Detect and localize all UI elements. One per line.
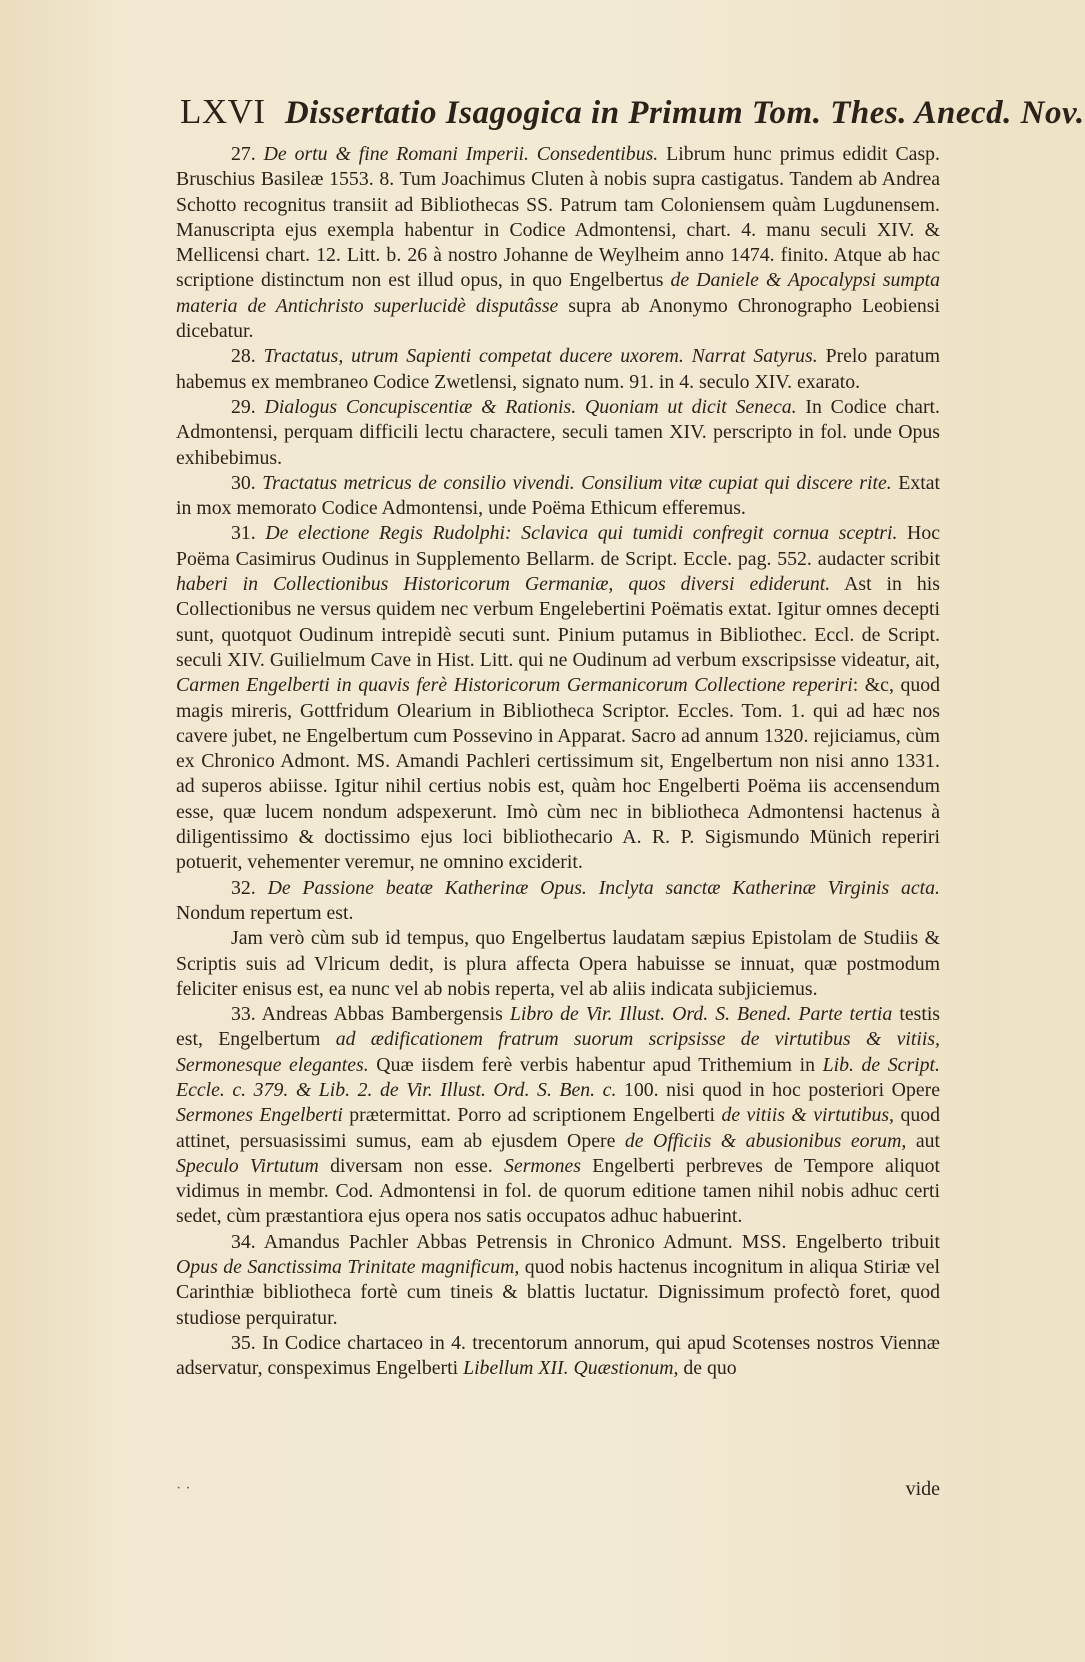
text-run: 34. Amandus Pachler Abbas Petrensis in Chronico Admunt. MSS. Engelberto tribuit [231, 1230, 940, 1253]
italic-run: de Officiis & abusionibus eorum, [624, 1129, 907, 1152]
page-number: LXVI [180, 92, 266, 131]
italic-run: Sermones Engelberti [176, 1104, 343, 1127]
text-run: 35. In Codice chartaceo in 4. trecentorum annorum, qui apud Scotenses nostros Viennæ adservatur, conspeximus Engelberti [176, 1331, 940, 1380]
italic-run: Dialogus Concupiscentiæ & Rationis. Quoniam ut dicit Seneca. [264, 395, 797, 418]
text-run: de quo [678, 1357, 737, 1380]
text-run: 28. [231, 345, 264, 368]
italic-run: Opus de Sanctissima Trinitate magnificum, [176, 1256, 520, 1279]
text-run: Nondum repertum est. [176, 901, 354, 924]
text-run: 33. Andreas Abbas Bambergensis [231, 1003, 510, 1026]
running-header [180, 92, 1085, 133]
page-title: Dissertatio Isagogica in Primum Tom. Thes. Anecd. Nov. [284, 95, 1085, 131]
paragraph [176, 471, 940, 522]
italic-run: Lib. de Script. Eccle. c. 379. & Lib. 2. de Vir. Illust. Ord. S. Ben. c. [176, 1053, 940, 1101]
italic-run: ad ædificationem fratrum suorum scripsisse de virtutibus & vitiis, Sermonesque elegantes. [176, 1028, 941, 1076]
signature-mark: · · [176, 1480, 191, 1497]
italic-run: Carmen Engelberti in quavis ferè Historicorum Germanicorum Collectione reperiri [176, 674, 853, 697]
paragraph [176, 142, 940, 344]
text-run: Jam verò cùm sub id tempus, quo Engelbertus laudatam sæpius Epistolam de Studiis & Scriptis suis ad Vlricum dedit, is plura affecta Opera habuisse se innuat, quæ postmodum feliciter enisus est, ea nunc vel ab nobis reperta, vel ab aliis indicata subjiciemus. [176, 927, 940, 1000]
text-run: Librum hunc primus edidit Casp. Bruschius Basileæ 1553. 8. Tum Joachimus Cluten à nobis supra castigatus. Tandem ab Andrea Schotto recognitus transiit ad Bibliothecas SS. Patrum tam Coloniensem quàm Lugdunensem. Manuscripta ejus exempla habentur in Codice Admontensi, chart. 4. manu seculi XIV. & Mellicensi chart. 12. Litt. b. 26 à nostro Johanne de Weylheim anno 1474. finito. Atque ab hac scriptione distinctum non est illud opus, in quo Engelbertus [176, 143, 940, 292]
italic-run: Libellum XII. Quæstionum, [463, 1357, 679, 1380]
paragraph [176, 1002, 940, 1230]
paragraph [176, 1230, 940, 1331]
text-run: quod attinet, persuasissimi sumus, eam ab ejusdem Opere [176, 1104, 941, 1152]
italic-run: de Daniele & Apocalypsi sumpta materia de Antichristo superlucidè disputâsse [176, 269, 940, 317]
text-run: Hoc Poëma Casimirus Oudinus in Supplemento Bellarm. de Script. Eccle. pag. 552. audacter scribit [176, 522, 940, 570]
text-run: Ast in his Collectionibus ne versus quidem nec verbum Engelebertini Poëmatis extat. Igitur omnes decepti sunt, quotquot Oudinum intrepidè secuti sunt. Pinium putamus in Bibliothec. Eccl. de Script. seculi XIV. Guilielmum Cave in Hist. Litt. qui ne Oudinum ad verbum exscripsisse videatur, ait, [176, 573, 940, 671]
text-run: Prelo paratum habemus ex membraneo Codice Zwetlensi, signato num. 91. in 4. seculo XIV. exarato. [176, 345, 940, 393]
italic-run: Tractatus, utrum Sapienti competat ducere uxorem. Narrat Satyrus. [263, 345, 818, 368]
text-run: : &c, quod magis mireris, Gottfridum Olearium in Bibliotheca Scriptor. Eccles. Tom. 1. qui ad hæc nos cavere jubet, ne Engelbertum cum Possevino in Apparat. Sacro ad annum 1320. rejiciamus, cùm ex Chronico Admont. MS. Amandi Pachleri certissimum sit, Engelbertum non nisi anno 1331. ad superos abiisse. Igitur nihil certius nobis est, quàm hoc Engelberti Poëma iis accensendum esse, quæ lucem nondum adspexerunt. Imò cùm nec in bibliotheca Admontensi hactenus à diligentissimo & doctissimo ejus loci bibliothecario A. R. P. Sigismundo Münich reperiri potuerit, vehementer veremur, ne omnino exciderit. [176, 674, 941, 874]
page-footer [176, 1478, 940, 1508]
italic-run: haberi in Collectionibus Historicorum Germaniæ, quos diversi ediderunt. [176, 573, 831, 596]
italic-run: De ortu & fine Romani Imperii. Consedentibus. [263, 143, 659, 165]
paragraph [176, 1331, 940, 1382]
text-run: 27. [231, 143, 264, 165]
catchword: vide [905, 1478, 940, 1500]
italic-run: De Passione beatæ Katherinæ Opus. Inclyta sanctæ Katherinæ Virginis acta. [267, 876, 941, 899]
text-run: 29. [231, 395, 265, 418]
text-run: 30. [231, 471, 263, 494]
text-run: diversam non esse. [318, 1154, 505, 1177]
text-run: Engelberti perbreves de Tempore aliquot vidimus in membr. Cod. Admontensi in fol. de quorum editione tamen nihil nobis adhuc certi sedet, cùm præstantiora ejus opera nos satis occupatos adhuc habuerint. [176, 1154, 940, 1228]
italic-run: Sermones [504, 1154, 581, 1177]
paragraph [176, 926, 940, 1002]
text-run: Extat in mox memorato Codice Admontensi, unde Poëma Ethicum efferemus. [176, 471, 940, 520]
italic-run: de vitiis & virtutibus, [721, 1104, 895, 1127]
paragraph [176, 521, 940, 875]
text-run: Quæ iisdem ferè verbis habentur apud Trithemium in [368, 1053, 823, 1076]
italic-run: Speculo Virtutum [176, 1154, 319, 1177]
text-run: quod nobis hactenus incognitum in aliqua Stiriæ vel Carinthiæ bibliotheca fortè cum tineis & blattis luctatur. Dignissimum profectò foret, quod studiose perquiratur. [176, 1256, 940, 1329]
text-run: prætermittat. Porro ad scriptionem Engelberti [342, 1104, 722, 1127]
text-run: 32. [231, 876, 268, 899]
text-run: 31. [231, 522, 266, 545]
text-run: In Codice chart. Admontensi, perquam difficili lectu charactere, seculi tamen XIV. perscripto in fol. unde Opus exhibebimus. [176, 395, 940, 469]
text-run: testis est, Engelbertum [176, 1003, 941, 1051]
italic-run: Tractatus metricus de consilio vivendi. Consilium vitæ cupiat qui discere rite. [262, 471, 892, 494]
italic-run: De electione Regis Rudolphi: Sclavica qui tumidi confregit cornua sceptri. [265, 522, 898, 545]
paragraph [176, 344, 940, 395]
paragraph [176, 395, 940, 471]
text-run: supra ab Anonymo Chronographo Leobiensi dicebatur. [176, 294, 940, 343]
text-run: 100. nisi quod in hoc posteriori Opere [616, 1078, 940, 1101]
body-text [176, 142, 940, 1382]
paragraph [176, 876, 940, 927]
text-run: aut [906, 1129, 940, 1152]
italic-run: Libro de Vir. Illust. Ord. S. Bened. Parte tertia [509, 1003, 893, 1026]
